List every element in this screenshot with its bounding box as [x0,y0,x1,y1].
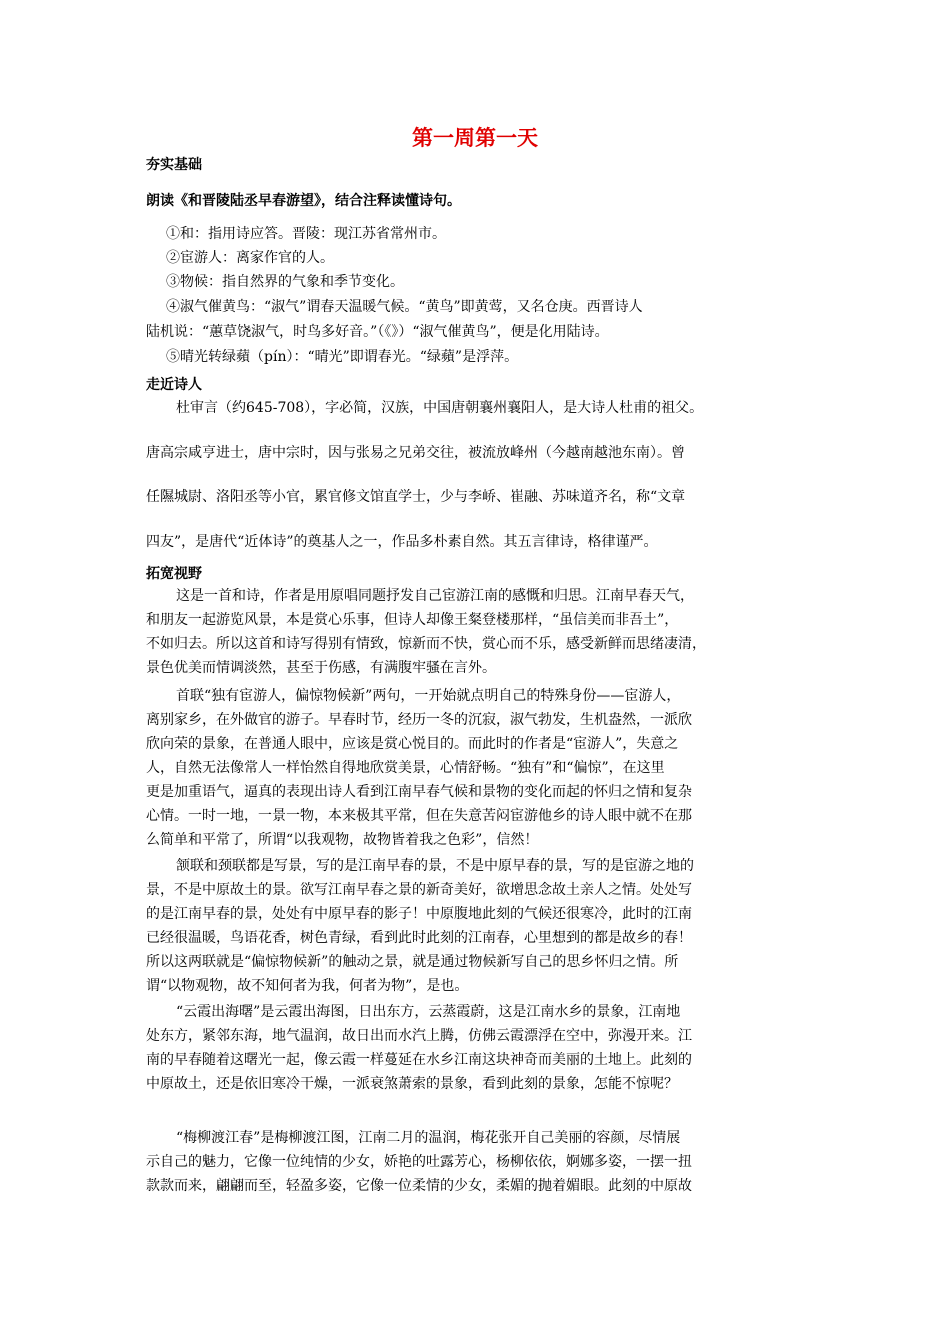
section-heading-poet: 走近诗人 [146,377,202,393]
paragraph-line: 所以这两联就是“偏惊物候新”的触动之景，就是通过物候新写自己的思乡怀归之情。所 [146,954,679,970]
note-item: ②宦游人：离家作官的人。 [166,250,334,266]
paragraph-line: 不如归去。所以这首和诗写得别有情致，惊新而不快，赏心而不乐，感受新鲜而思绪凄清， [146,636,706,652]
paragraph-line: 处东方，紧邻东海，地气温润，故日出而水汽上腾，仿佛云霞漂浮在空中，弥漫开来。江 [146,1028,692,1044]
poet-line: 任隰城尉、洛阳丞等小官，累官修文馆直学士，少与李峤、崔融、苏味道齐名，称“文章 [146,489,686,505]
note-item: ③物候：指自然界的气象和季节变化。 [166,274,404,290]
note-item: 陆机说：“蕙草饶淑气，时鸟多好音。”（《》）“淑气催黄鸟”，便是化用陆诗。 [146,324,609,340]
paragraph-line: 人，自然无法像常人一样怡然自得地欣赏美景，心情舒畅。“独有”和“偏惊”，在这里 [146,760,665,776]
paragraph-line: 更是加重语气，逼真的表现出诗人看到江南早春气候和景物的变化而起的怀归之情和复杂 [146,784,692,800]
poet-line: 杜审言（约645-708），字必简，汉族，中国唐朝襄州襄阳人，是大诗人杜甫的祖父。 [176,400,704,416]
paragraph-line: “云霞出海曙”是云霞出海图，日出东方，云蒸霞蔚，这是江南水乡的景象，江南地 [176,1004,681,1020]
paragraph-line: 景，不是中原故土的景。欲写江南早春之景的新奇美好，欲增思念故土亲人之情。处处写 [146,882,692,898]
page-title: 第一周第一天 [412,126,538,150]
paragraph-line: 中原故土，还是依旧寒冷干燥，一派衰煞萧索的景象，看到此刻的景象，怎能不惊呢？ [146,1076,678,1092]
section-heading-foundation: 夯实基础 [146,157,202,173]
note-item: ④淑气催黄鸟：“淑气”谓春天温暖气候。“黄鸟”即黄莺，又名仓庚。西晋诗人 [166,299,643,315]
paragraph-line: 已经很温暖，鸟语花香，树色青绿，看到此时此刻的江南春，心里想到的都是故乡的春！ [146,930,692,946]
paragraph-line: “梅柳渡江春”是梅柳渡江图，江南二月的温润，梅花张开自己美丽的容颜，尽情展 [176,1130,681,1146]
note-item: ①和：指用诗应答。晋陵：现江苏省常州市。 [166,226,446,242]
paragraph-line: 款款而来，翩翩而至，轻盈多姿，它像一位柔情的少女，柔媚的抛着媚眼。此刻的中原故 [146,1178,692,1194]
paragraph-line: 首联“独有宦游人，偏惊物候新”两句，一开始就点明自己的特殊身份——宦游人， [176,688,681,704]
paragraph-line: 谓“以物观物，故不知何者为我，何者为物”，是也。 [146,978,469,994]
paragraph-line: 这是一首和诗，作者是用原唱同题抒发自己宦游江南的感慨和归思。江南早春天气， [176,588,694,604]
paragraph-line: 和朋友一起游览风景，本是赏心乐事，但诗人却像王粲登楼那样，“虽信美而非吾土”， [146,612,679,628]
paragraph-line: 景色优美而情调淡然，甚至于伤感，有满腹牢骚在言外。 [146,660,496,676]
paragraph-line: 心情。一时一地，一景一物，本来极其平常，但在失意苦闷宦游他乡的诗人眼中就不在那 [146,808,692,824]
paragraph-line: 示自己的魅力，它像一位纯情的少女，娇艳的吐露芳心，杨柳依依，婀娜多姿，一摆一扭 [146,1154,692,1170]
reading-instruction: 朗读《和晋陵陆丞早春游望》，结合注释读懂诗句。 [146,193,461,209]
paragraph-line: 欣向荣的景象，在普通人眼中，应该是赏心悦目的。而此时的作者是“宦游人”，失意之 [146,736,679,752]
poet-line: 唐高宗咸亨进士，唐中宗时，因与张易之兄弟交往，被流放峰州（今越南越池东南）。曾 [146,445,685,461]
note-item: ⑤晴光转绿蘋（pín）：“晴光”即谓春光。“绿蘋”是浮萍。 [166,349,519,365]
section-heading-broaden: 拓宽视野 [146,566,202,582]
paragraph-line: 离别家乡，在外做官的游子。早春时节，经历一冬的沉寂，淑气勃发，生机盎然，一派欣 [146,712,692,728]
paragraph-line: 南的早春随着这曙光一起，像云霞一样蔓延在水乡江南这块神奇而美丽的土地上。此刻的 [146,1052,692,1068]
poet-line: 四友”，是唐代“近体诗”的奠基人之一，作品多朴素自然。其五言律诗，格律谨严。 [146,534,658,550]
paragraph-line: 么简单和平常了，所谓“以我观物，故物皆着我之色彩”，信然！ [146,832,539,848]
paragraph-line: 颔联和颈联都是写景，写的是江南早春的景，不是中原早春的景，写的是宦游之地的 [176,858,694,874]
paragraph-line: 的是江南早春的景，处处有中原早春的影子！中原腹地此刻的气候还很寒冷，此时的江南 [146,906,692,922]
